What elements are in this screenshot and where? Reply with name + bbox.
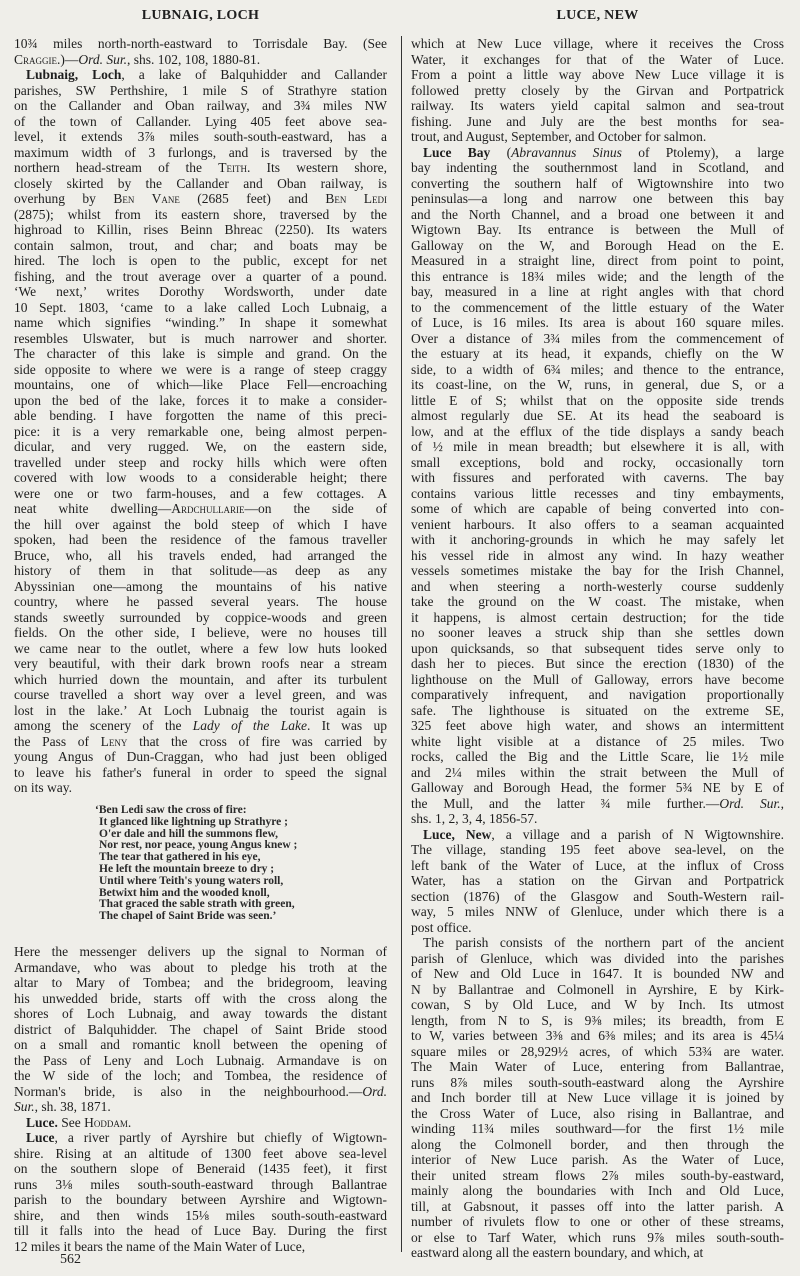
italic-text: Lady of the Lake [192,718,307,733]
poem-line: It glanced like lightning up Strathyre ; [99,815,288,828]
text-line: cowan, S by Old Luce, and W by Inch. Its utmost [411,997,784,1012]
text-line [411,827,784,843]
text-line: length, from N to S, is 9⅜ miles; its breadth, from E [411,1012,784,1028]
text-line: Bruce, who, all his travels ended, had arranged the [14,547,387,563]
text-line [14,1099,387,1115]
text-line: which hurried down the mountain, and after its turbulent [14,671,387,687]
text-line: post office. [411,919,472,935]
text-line: take the ground on the W coast. The mistake, when [411,594,784,609]
text-line: resembles Ulswater, but is much narrower and shorter. [14,330,387,346]
left-column [14,36,387,796]
text-run: , sh. 38, 1871. [34,1099,111,1114]
text-line: parishes, SW Perthshire, 1 mile S of Strathyre station [14,82,387,98]
text-line: very beautiful, with their dark brown roofs near a stream [14,656,387,671]
text-run: , [780,795,784,811]
small-caps-reference: Ben Ledi [325,191,387,206]
text-line: level, it extends 3⅞ miles south-south-eastward, has a [14,129,387,144]
text-line: his vessel ride in almost any wind. In hazy weather [411,547,784,563]
text-line: bay indenting the southernmost land in Scotland, and [411,160,784,175]
text-line: shs. 1, 2, 3, 4, 1856-57. [411,811,538,826]
text-line: or else to Tarf Water, which runs 9⅞ miles south-south- [411,1229,784,1245]
text-line: contain salmon, trout, and char; and boats may be [14,237,387,253]
text-run: of Ptolemy), a large [621,144,784,160]
column-divider [401,36,402,1252]
text-run: among the scenery of the [14,718,193,733]
text-line: Over a distance of 3¾ miles from the commencement of [411,330,784,346]
text-line: dicular, and very rugged. We, on the eastern side, [14,439,387,454]
text-line: left bank of the Water of Luce, at the influx of Cross [411,857,784,873]
italic-text: Sur. [14,1099,35,1114]
text-line: the estuary at its head, it expands, chiefly on the W [411,346,784,361]
text-run: , a river partly of Ayrshire but chiefly of Wigtown- [54,1130,387,1145]
text-line: fishing. June and July are the best months for sea- [411,113,784,129]
text-line: eastward along all the eastern boundary, and which, at [411,1245,704,1260]
text-line: it happens, is almost certain destruction; for the tide [411,609,784,625]
text-line: on the Callander and Oban railway, and 3¾ miles NW [14,98,387,113]
italic-text: Ord. [362,1083,387,1099]
text-line: district of Balquhidder. The chapel of Saint Bride stood [14,1021,387,1037]
text-run: (2685 feet) and [179,191,326,206]
entry-heading: Luce Bay [423,144,491,160]
text-run: the Mull, and the latter ¾ mile further.— [411,795,720,811]
text-line: we came near to the outlet, where a few low huts looked [14,640,387,656]
text-line: Galloway and Borough Head, the former 5¾ NE by E of [411,780,784,795]
poem-quotation [95,805,297,923]
text-line: The village, standing 195 feet above sea-level, on the [411,842,784,857]
text-line: section (1876) of the Glasgow and South-Western rail- [411,888,784,904]
small-caps-reference: Craggie [14,51,58,67]
text-line: peninsulas—a long and narrow one between this bay [411,191,784,206]
text-line: 325 feet above high water, and shows an intermittent [411,718,784,733]
text-line: maximum width of 3 furlongs, and is traversed by the [14,144,387,160]
text-line: till it falls into the head of Luce Bay. During the first [14,1223,387,1238]
small-caps-reference: Ben Vane [113,191,180,206]
text-line: parish of Glenluce, which was divided into the parishes [411,950,784,966]
poem-line: ‘Ben Ledi saw the cross of fire: [95,804,247,816]
small-caps-reference: Teith [218,160,247,175]
text-run: that the cross of fire was carried by [127,733,387,749]
text-line: on the southern slope of Beneraid (1435 feet), it first [14,1161,387,1176]
poem-line: O'er dale and hill the summons flew, [99,827,279,840]
text-line [14,67,387,83]
text-line: upon the bed of the lake, forces it to make a consider- [14,392,387,408]
text-run: , a village and a parish of N Wigtownshire. [491,826,784,842]
text-line: From a point a little way above New Luce village it is [411,67,784,82]
text-run: See [57,1114,85,1130]
text-line: closely skirted by the Callander and Oban railway, is [14,175,387,191]
text-line: which at New Luce village, where it receives the Cross [411,36,784,51]
text-line: and Inch border till at New Luce village it is joined by [411,1090,784,1105]
text-line: The parish consists of the northern part of the ancient [423,935,784,950]
text-line: lighthouse on the Mull of Galloway, errors have become [411,671,784,687]
text-line: stands sweetly surrounded by coppice-woods and green [14,609,387,625]
poem-line: Betwixt him and the wooded knoll, [99,886,270,899]
text-line: white light visible at a distance of 25 miles. Two [411,733,784,749]
text-line [14,501,387,517]
text-line: venient harbours. It also offers to a seaman acquainted [411,516,784,532]
running-header-left: LUBNAIG, LOCH [141,8,260,23]
text-line: contains various little recesses and tiny embayments, [411,485,784,501]
text-line: of the town of Callander. Lying 405 feet above sea- [14,113,387,129]
text-line: pice: it is a very remarkable one, being almost perpen- [14,423,387,439]
text-line: Armandave, who was about to pledge his troth at the [14,959,387,975]
text-run: northern head-stream of the [14,160,219,175]
text-line: the hill over against the bold steep of which I have [14,516,387,532]
text-line: converting the southern half of Wigtownshire into two [411,175,784,191]
text-line [14,1084,387,1100]
text-line: low, and at the efflux of the tide displays a sandy beach [411,423,784,439]
text-line: 12 miles it bears the name of the Main Water of Luce, [14,1238,306,1254]
text-line: country, where he passed several years. The house [14,594,387,609]
text-line: comparatively infrequent, and navigation proportionally [411,687,784,702]
entry-heading: Lubnaig, Loch [26,67,122,82]
text-line: shores of Loch Lubnaig, and away towards the distant [14,1006,387,1021]
text-line: safe. The lighthouse is situated on the extreme SE, [411,702,784,718]
text-run: the Pass of [14,733,101,749]
text-line: runs 8⅞ miles south-south-eastward along the Ayrshire [411,1074,784,1090]
running-header-right: LUCE, NEW [556,8,639,23]
left-column-continued [14,944,387,1254]
text-line: this entrance is 18¾ miles wide; and the length of the [411,268,784,284]
text-line: small exceptions, bold and rocky, occasionally torn [411,454,784,470]
text-line: Wigtown Bay. Its entrance is between the Mull of [411,222,784,237]
italic-text: Ord. Sur. [78,51,128,67]
text-line [14,718,387,734]
text-line: way, 5 miles NNW of Glenluce, under which there is a [411,904,784,919]
poem-line: Nor rest, nor peace, young Angus knew ; [99,839,298,852]
text-line: with it anchoring-grounds in which he may safely let [411,532,784,547]
text-line: name which signifies “winding.” In shape it somewhat [14,315,387,330]
text-line: some of which are capable of being converted into con- [411,501,784,516]
text-line: runs 3⅛ miles south-south-eastward through Ballantrae [14,1176,387,1192]
text-line: history of them in that solitude—as deep as any [14,563,387,578]
text-line: of ½ mile in mean breadth; but elsewhere it is all, with [411,439,784,454]
text-line: to W, varies between 3⅜ and 6⅜ miles; and its area is 45¼ [411,1028,784,1043]
text-line: Water, has a station on the Girvan and Portpatrick [411,873,784,888]
text-line: little E of S; whilst that on the opposite side trends [411,392,784,408]
text-run: .)— [57,51,79,67]
text-line: upon quicksands, so that subsequent tides serve only to [411,640,784,656]
text-run: —on the side of [244,501,387,516]
text-line: on a small and romantic knoll between the opening of [14,1037,387,1052]
text-line: hired. The loch is open to the public, except for net [14,253,387,268]
text-line: Galloway on the W, and Borough Head on the E. [411,237,784,253]
text-line [411,796,784,812]
poem-line: He left the mountain breeze to dry ; [99,862,275,875]
poem-line: Until where Teith's young waters roll, [99,874,284,887]
text-line: the W side of the loch; and Tombea, the residence of [14,1068,387,1083]
right-column [411,36,784,1261]
text-line: number of rivulets flow to one or other of these streams, [411,1214,784,1229]
text-line: railway. Its waters yield capital salmon and sea-trout [411,98,784,113]
text-line: (2875); whilst from its eastern shore, traversed by the [14,206,387,222]
text-line: mainly along the boundaries with Inch and Old Luce, [411,1183,784,1198]
text-run: . Its western shore, [246,160,387,175]
text-line [14,1130,387,1146]
text-line: interior of New Luce parish. As the Water of Luce, [411,1152,784,1167]
text-line: travelled under steep and rocky hills which were often [14,454,387,470]
text-run: ( [490,144,512,160]
text-line: parish to the boundary between Ayrshire and Wigtown- [14,1192,387,1207]
text-line: and 2¼ miles within the strait between the Mull of [411,764,784,780]
entry-heading: Luce [26,1130,55,1145]
text-line: spoken, had been the residence of the famous traveller [14,532,387,547]
text-line: and when steering a north-westerly course suddenly [411,578,784,594]
text-line: trout, and August, September, and October for salmon. [411,129,707,144]
text-line: ‘We next,’ writes Dorothy Wordsworth, under date [14,284,387,299]
text-line: fields. On the other side, I believe, were no houses till [14,625,387,640]
text-line: with fissures and perforated with caverns. The bay [411,470,784,485]
text-line: vessels sometimes mistake the bay for the Irish Channel, [411,563,784,578]
text-line: winding 11¾ miles southward—for the first 1½ mile [411,1121,784,1136]
text-line: 10¾ miles north-north-eastward to Torrisdale Bay. (See [14,36,387,51]
text-line [14,160,387,176]
text-line: altar to Mary of Tombea; and the bridegroom, leaving [14,975,387,990]
text-line: square miles or 28,929½ acres, of which 53¾ are water. [411,1043,784,1059]
text-line: on its way. [14,780,72,795]
text-run: overhung by [14,191,114,206]
text-line: dash her to pieces. But since the erection (1830) of the [411,656,784,671]
text-line: The Main Water of Luce, entering from Ballantrae, [411,1059,784,1074]
text-line: its coast-line, on the W, runs, in general, due S, or a [411,377,784,392]
text-line: mountains, one of which—like Place Fell—encroaching [14,377,387,392]
text-line: rocks, called the Big and the Little Scare, lie 1½ mile [411,749,784,764]
text-line [411,145,784,161]
text-line: followed pretty closely by the Girvan and Portpatrick [411,82,784,98]
italic-text: Abravannus Sinus [511,144,622,160]
text-line: lost in the lake.’ At Loch Lubnaig the tourist again is [14,702,387,718]
poem-line: The chapel of Saint Bride was seen.’ [99,910,277,923]
text-line: and the North Channel, and a broad one between it and [411,206,784,222]
text-line: side, to a width of 6¾ miles; and thence to the entrance, [411,361,784,377]
small-caps-reference: Ardchullarie [171,501,245,516]
entry-heading: Luce. [26,1114,58,1130]
text-line: bay, measured in a line at right angles with that chord [411,284,784,299]
text-line: shire, and then winds 15⅛ miles south-south-eastward [14,1207,387,1223]
text-line: their united stream flows 2⅞ miles south-by-eastward, [411,1167,784,1183]
text-line: almost regularly due SE. At its head the seaboard is [411,408,784,423]
text-line: course travelled a short way over a level green, and was [14,687,387,702]
text-run: Norman's bride, is also in the neighbourhood.— [14,1083,363,1099]
text-line [14,734,387,750]
page-number: 562 [60,1252,81,1267]
text-line [14,191,387,207]
text-line: covered with low woods to a considerable height; there [14,470,387,485]
text-run: . [127,1114,132,1130]
italic-text: Ord. Sur. [719,795,781,811]
text-line [14,1115,387,1131]
text-line: shire. Rising at an altitude of 1300 feet above sea-level [14,1145,387,1161]
text-line: side opposite to where we were is a range of steep craggy [14,361,387,377]
text-line: the Cross Water of Luce, also rising in Ballantrae, and [411,1105,784,1121]
text-line: along the Colmonell border, and then through the [411,1136,784,1152]
small-caps-reference: Hoddam [84,1114,128,1130]
text-line: able bending. I have forgotten the name of this preci- [14,408,387,423]
text-line: young Angus of Dun-Craggan, who had just been obliged [14,749,387,764]
text-line: to the commencement of the little estuary of the Water [411,299,784,315]
small-caps-reference: Leny [100,733,128,749]
text-line: were one or two farm-houses, and a few cottages. A [14,485,387,501]
entry-heading: Luce, New [423,826,492,842]
text-line: Abyssinian one—among the mountains of his native [14,578,387,594]
text-run: , a lake of Balquhidder and Callander [121,67,387,82]
text-run: , shs. 102, 108, 1880-81. [127,51,261,67]
text-line: Here the messenger delivers up the signal to Norman of [14,944,387,959]
text-line: of Luce, is 16 miles. Its area is about 160 square miles. [411,315,784,330]
text-line: N by Ballantrae and Colmonell in Ayrshire, E by Kirk- [411,981,784,997]
text-line: The character of this lake is simple and grand. On the [14,346,387,361]
text-line: highroad to Killin, rises Beinn Bhreac (2250). Its waters [14,222,387,237]
text-line: no sooner leaves a struck ship than she settles down [411,625,784,640]
text-line: Measured in a straight line, direct from point to point, [411,253,784,268]
poem-line: The tear that gathered in his eye, [99,851,261,864]
text-line: his unwedded bride, starts off with the cross along the [14,990,387,1006]
poem-line: That graced the sable strath with green, [99,898,295,911]
text-line: fishing, and the trout average over a quarter of a pound. [14,268,387,284]
text-line: of New and Old Luce in 1647. It is bounded NW and [411,966,784,981]
text-run: . It was up [306,718,387,733]
text-line [14,52,387,68]
text-line: the Pass of Leny and Loch Lubnaig. Armandave is on [14,1052,387,1068]
text-line: to leave his father's funeral in order to speed the signal [14,764,387,780]
text-run: neat white dwelling— [14,501,172,516]
text-line: till, at Gabsnout, it passes off into the latter parish. A [411,1198,784,1214]
text-line: 10 Sept. 1803, ‘came to a lake called Loch Lubnaig, a [14,299,387,315]
text-line: Water, it exchanges for that of the Water of Luce. [411,51,784,67]
